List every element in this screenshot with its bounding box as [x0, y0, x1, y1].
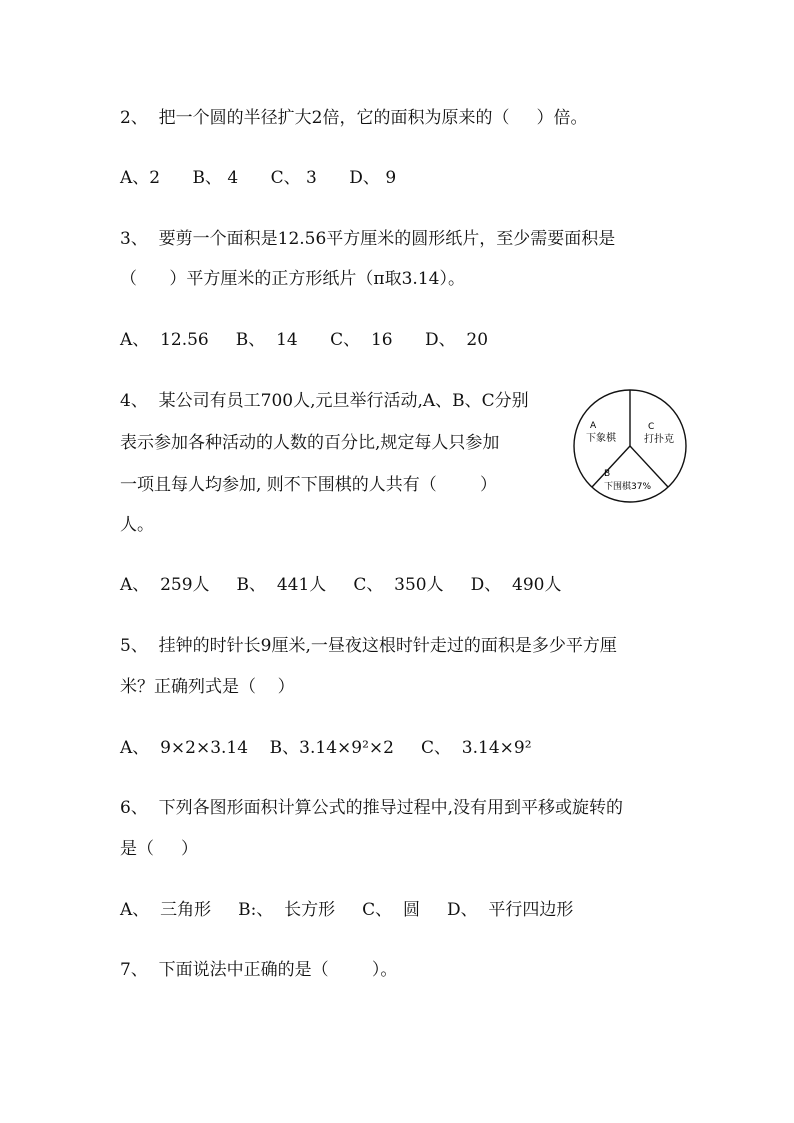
q5-options: A、 9×2×3.14 B、3.14×9²×2 C、 3.14×9²	[120, 738, 532, 758]
q4-stem-line2: 表示参加各种活动的人数的百分比,规定每人只参加	[120, 433, 500, 453]
q3-stem-line2: （ ）平方厘米的正方形纸片（π取3.14）。	[120, 269, 465, 289]
slice-b-label: 下围棋37%	[604, 482, 652, 492]
q4-stem-line4: 人。	[120, 515, 154, 535]
q6-options: A、 三角形 B:、 长方形 C、 圆 D、 平行四边形	[120, 900, 574, 920]
q4-stem-line3: 一项且每人均参加, 则不下围棋的人共有（ ）	[120, 475, 498, 495]
activity-pie-chart	[570, 388, 690, 504]
q5-stem-line2: 米？正确列式是（ ）	[120, 677, 295, 697]
q3-options: A、 12.56 B、 14 C、 16 D、 20	[120, 330, 489, 350]
pie-divider-left	[592, 446, 630, 487]
slice-c-letter: C	[648, 422, 655, 432]
q2-options: A、2 B、 4 C、 3 D、 9	[120, 168, 397, 188]
q4-stem-line1: 4、 某公司有员工700人,元旦举行活动,A、B、C分别	[120, 391, 529, 411]
slice-a-letter: A	[590, 421, 597, 431]
q3-stem-line1: 3、 要剪一个面积是12.56平方厘米的圆形纸片，至少需要面积是	[120, 229, 616, 249]
q6-stem-line2: 是（ ）	[120, 839, 199, 859]
q4-options: A、 259人 B、 441人 C、 350人 D、 490人	[120, 575, 562, 595]
slice-b-letter: B	[604, 469, 611, 479]
q6-stem-line1: 6、 下列各图形面积计算公式的推导过程中,没有用到平移或旋转的	[120, 798, 624, 818]
q2-stem: 2、 把一个圆的半径扩大2倍，它的面积为原来的（ ）倍。	[120, 108, 588, 128]
pie-divider-right	[630, 446, 668, 487]
q5-stem-line1: 5、 挂钟的时针长9厘米,一昼夜这根时针走过的面积是多少平方厘	[120, 636, 617, 656]
slice-a-label: 下象棋	[586, 433, 616, 444]
q7-stem: 7、 下面说法中正确的是（ ）。	[120, 960, 398, 980]
slice-c-label: 打扑克	[644, 434, 674, 445]
